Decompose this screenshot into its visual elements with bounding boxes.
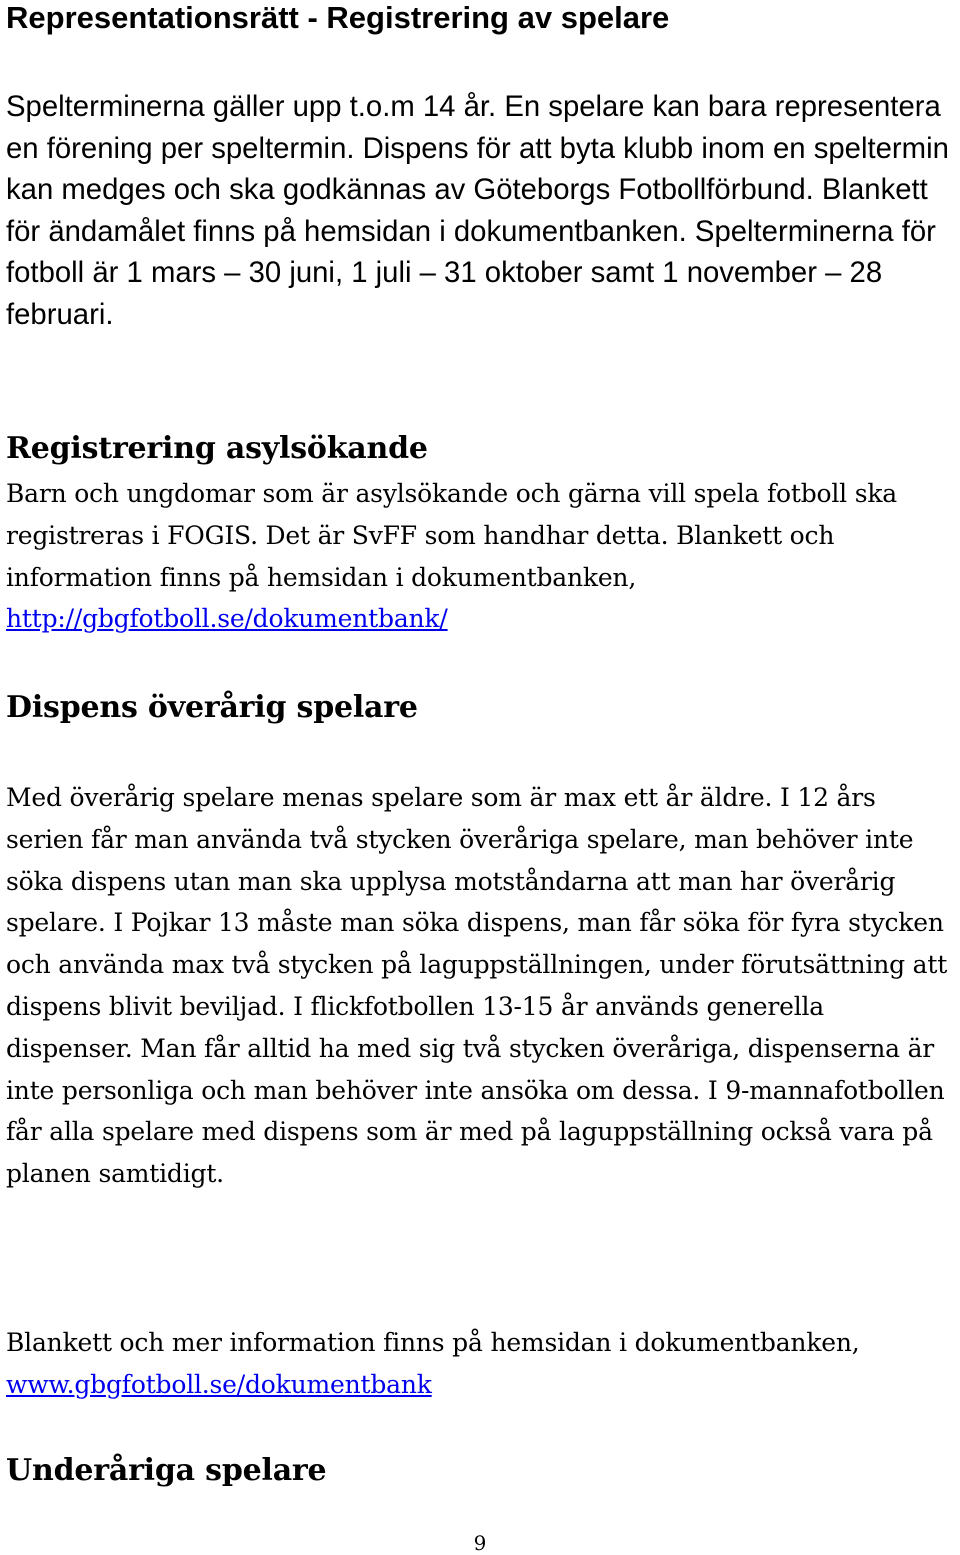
asylum-heading: Registrering asylsökande	[6, 431, 428, 466]
more-info-text: Blankett och mer information finns på hemsidan i dokumentbanken,	[6, 1328, 860, 1357]
representation-paragraph: Spelterminerna gäller upp t.o.m 14 år. En spelare kan bara representera en förening per speltermin. Dispens för att byta klubb inom en speltermin kan medges och ska godkännas av Göteborgs Fotbollförbund. Blankett för ändamålet finns på hemsidan i dokumentbanken. Spelterminerna för fotboll är 1 mars – 30 juni, 1 juli – 31 oktober samt 1 november – 28 februari.	[6, 90, 949, 331]
gbgfotboll-link[interactable]: www.gbgfotboll.se/dokumentbank	[6, 1369, 432, 1399]
dokumentbank-link[interactable]: http://gbgfotboll.se/dokumentbank/	[6, 604, 448, 634]
page-number: 9	[473, 1531, 487, 1555]
asylum-text: Barn och ungdomar som är asylsökande och gärna vill spela fotboll ska registreras i FOGIS. Det är SvFF som handhar detta. Blankett och information finns på hemsidan i dokumentbanken,	[6, 479, 897, 592]
asylum-paragraph	[6, 473, 956, 640]
more-info-paragraph	[6, 1322, 956, 1406]
underage-heading: Underåriga spelare	[6, 1453, 327, 1488]
overage-heading: Dispens överårig spelare	[6, 690, 418, 725]
overage-paragraph: Med överårig spelare menas spelare som är max ett år äldre. I 12 års serien får man använda två stycken överåriga spelare, man behöver inte söka dispens utan man ska upplysa motståndarna att man har överårig spelare. I Pojkar 13 måste man söka dispens, man får söka för fyra stycken och använda max två stycken på laguppställningen, under förutsättning att dispens blivit beviljad. I flickfotbollen 13-15 år används generella dispenser. Man får alltid ha med sig två stycken överåriga, dispenserna är inte personliga och man behöver inte ansöka om dessa. I 9-mannafotbollen får alla spelare med dispens som är med på laguppställning också vara på planen samtidigt.	[6, 783, 948, 1189]
page-title: Representationsrätt - Registrering av spelare	[6, 0, 670, 35]
